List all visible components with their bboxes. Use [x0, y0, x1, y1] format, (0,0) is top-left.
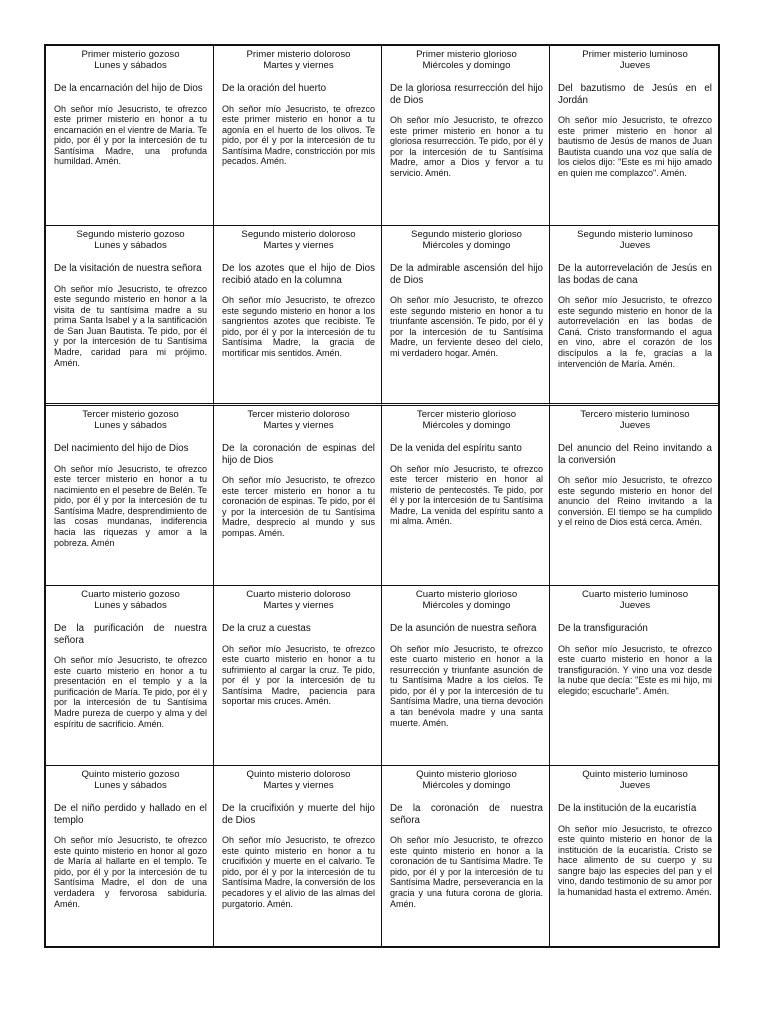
- mystery-prayer: Oh señor mío Jesucristo, te ofrezco este segundo misterio en honor a tu triunfante ascensión. Te pido, por él y por la intercesión de tu Santísima Madre, un ferviente deseo del cielo, mi verdadero hogar. Amén.: [390, 295, 543, 358]
- mystery-subject: De los azotes que el hijo de Dios recibió atado en la columna: [222, 263, 375, 286]
- mystery-subject: De la encarnación del hijo de Dios: [54, 83, 203, 94]
- mystery-prayer: Oh señor mío Jesucristo, te ofrezco este segundo misterio en honor a los sangrientos azotes que recibiste. Te pido, por él y por la intercesión de tu Santísima Madre, la gracia de mortificar mis sentidos. Amén.: [222, 295, 375, 358]
- mystery-prayer: Oh señor mío Jesucristo, te ofrezco este quinto misterio en honor a la coronación de tu Santísima Madre. Te pido, por él y por la intercesión de tu Santísima Madre, perseverancia en la gracia y una futura corona de gloria. Amén.: [390, 835, 543, 909]
- mystery-title: Cuarto misterio luminoso: [581, 589, 689, 600]
- mystery-prayer: Oh señor mío Jesucristo, te ofrezco este tercer misterio en honor al misterio de pentecostés. Te pido, por él y por la intercesión de tu Santísima Madre, La venida del espíritu santo a mi alma. Amén.: [390, 463, 543, 527]
- mystery-days: Miércoles y domingo: [422, 780, 511, 791]
- mystery-subject: Del bazutismo de Jesús en el Jordán: [558, 83, 712, 106]
- mystery-subject: De la autorrevelación de Jesús en las bodas de cana: [558, 263, 712, 286]
- mystery-days: Lunes y sábados: [94, 60, 167, 71]
- mystery-cell: [382, 46, 550, 226]
- mystery-cell: [46, 226, 214, 406]
- mystery-cell: [550, 46, 718, 226]
- mystery-subject: De la coronación de espinas del hijo de Dios: [222, 443, 375, 466]
- mystery-prayer: Oh señor mío Jesucristo, te ofrezco este segundo misterio en honor del anuncio del Reino invitando a la conversión. El tiempo se ha cumplido y el reino de Dios está cerca. Amén.: [558, 475, 712, 528]
- mysteries-table: [44, 44, 720, 948]
- mystery-subject: De la admirable ascensión del hijo de Dios: [390, 263, 543, 286]
- mystery-subject: Del anuncio del Reino invitando a la conversión: [558, 443, 712, 466]
- mystery-prayer: Oh señor mío Jesucristo, te ofrezco este segundo misterio en honor a la visita de tu santísima madre a su prima Santa Isabel y a la santificación de San Juan Bautista. Te pido, por él y por la intercesión de tu Santísima Madre, caridad para mi prójimo. Amén.: [54, 283, 207, 368]
- mystery-days: Jueves: [619, 780, 651, 791]
- mystery-cell: [382, 226, 550, 406]
- mystery-days: Martes y viernes: [263, 420, 334, 431]
- mystery-subject: De la gloriosa resurrección del hijo de Dios: [390, 83, 543, 106]
- mystery-prayer: Oh señor mío Jesucristo, te ofrezco este primer misterio en honor al bautismo de Jesús de manos de Juan Bautista cuando una voz que salía de los cielos dijo: "Este es mi hijo amado en quien me complazco". Amén.: [558, 115, 712, 178]
- mystery-title: Quinto misterio doloroso: [246, 769, 351, 780]
- mystery-prayer: Oh señor mío Jesucristo, te ofrezco este cuarto misterio en honor a la resurrección y triunfante asunción de tu Santísima Madre a los cielos. Te pido, por él y por la intercesión de tu Santísima Madre, una tierna devoción a tan benévola madre y una santa muerte. Amén.: [390, 643, 543, 728]
- mystery-subject: De la purificación de nuestra señora: [54, 623, 207, 646]
- mystery-days: Lunes y sábados: [94, 780, 167, 791]
- mystery-cell: [382, 586, 550, 766]
- mystery-title: Segundo misterio doloroso: [241, 229, 356, 240]
- mystery-title: Segundo misterio gozoso: [76, 229, 185, 240]
- mystery-prayer: Oh señor mío Jesucristo, te ofrezco este quinto misterio en honor al gozo de María al hallarte en el templo. Te pido, por él y por la intercesión de tu Santísima Madre, el don de una verdadera y fervorosa sabiduría. Amén.: [54, 835, 207, 909]
- mystery-cell: [46, 406, 214, 586]
- mystery-cell: [46, 586, 214, 766]
- mystery-days: Lunes y sábados: [94, 240, 167, 251]
- mystery-days: Jueves: [619, 600, 651, 611]
- mystery-prayer: Oh señor mío Jesucristo, te ofrezco este segundo misterio en honor de la autorrevelación en las bodas de Caná. Cristo transformando el agua en vino, abre el corazón de los discípulos a la fe, gracias a la intervención de María. Amén.: [558, 295, 712, 369]
- mystery-cell: [214, 226, 382, 406]
- mystery-subject: Del nacimiento del hijo de Dios: [54, 443, 189, 454]
- mystery-title: Tercer misterio glorioso: [416, 409, 517, 420]
- mystery-prayer: Oh señor mío Jesucristo, te ofrezco este quinto misterio en honor de la institución de la eucaristía. Cristo se hace alimento de su cuerpo y su sangre bajo las especies del pan y el vino, dando testimonio de su amor por la humanidad hasta el extremo. Amén.: [558, 823, 712, 898]
- mystery-title: Segundo misterio glorioso: [411, 229, 522, 240]
- mystery-prayer: Oh señor mío Jesucristo, te ofrezco este cuarto misterio en honor a tu presentación en el templo y a la purificación de María. Te pido, por él y por la intercesión de tu Santísima Madre pureza de cuerpo y alma y del espíritu de sacrificio. Amén.: [54, 655, 207, 729]
- mystery-prayer: Oh señor mío Jesucristo, te ofrezco este primer misterio en honor a tu gloriosa resurrección. Te pido, por él y por la intercesión de tu Santísima Madre, amor a Dios y fervor a tu servicio. Amén.: [390, 115, 543, 178]
- mystery-cell: [214, 406, 382, 586]
- mystery-days: Miércoles y domingo: [422, 240, 511, 251]
- mystery-subject: De la asunción de nuestra señora: [390, 623, 537, 634]
- mystery-cell: [46, 766, 214, 946]
- mystery-title: Cuarto misterio gozoso: [81, 589, 180, 600]
- mystery-days: Jueves: [619, 420, 651, 431]
- mystery-days: Martes y viernes: [263, 780, 334, 791]
- mystery-prayer: Oh señor mío Jesucristo, te ofrezco este primer misterio en honor a tu agonía en el huerto de los olivos. Te pido, por él y por la intercesión de tu Santísima Madre, constricción por mis pecados. Amén.: [222, 103, 375, 167]
- mystery-cell: [550, 406, 718, 586]
- mystery-title: Segundo misterio luminoso: [577, 229, 693, 240]
- mystery-cell: [214, 766, 382, 946]
- mystery-title: Tercer misterio gozoso: [82, 409, 179, 420]
- mystery-days: Jueves: [619, 240, 651, 251]
- mystery-title: Primer misterio glorioso: [416, 49, 517, 60]
- mystery-cell: [382, 406, 550, 586]
- mystery-prayer: Oh señor mío Jesucristo, te ofrezco este quinto misterio en honor a tu crucifixión y muerte en el calvario. Te pido, por él y por la intercesión de tu Santísima Madre, la conversión de los pecadores y el alivio de las almas del purgatorio. Amén.: [222, 835, 375, 909]
- mystery-days: Martes y viernes: [263, 60, 334, 71]
- mystery-cell: [214, 586, 382, 766]
- mystery-cell: [46, 46, 214, 226]
- mystery-days: Martes y viernes: [263, 240, 334, 251]
- mystery-title: Primer misterio luminoso: [582, 49, 688, 60]
- mystery-subject: De la transfiguración: [558, 623, 648, 634]
- mystery-days: Jueves: [619, 60, 651, 71]
- mystery-prayer: Oh señor mío Jesucristo, te ofrezco este cuarto misterio en honor a la transfiguración. Y vino una voz desde la nube que decía: "Este es mi hijo, mi elegido; escucharle". Amén.: [558, 643, 712, 696]
- mystery-cell: [382, 766, 550, 946]
- mystery-prayer: Oh señor mío Jesucristo, te ofrezco este tercer misterio en honor a tu coronación de espinas. Te pido, por él y por la intercesión de tu Santísima Madre, desprecio al mundo y sus pompas. Amén.: [222, 475, 375, 538]
- mystery-days: Miércoles y domingo: [422, 600, 511, 611]
- mystery-subject: De la cruz a cuestas: [222, 623, 311, 634]
- mystery-title: Primer misterio doloroso: [246, 49, 351, 60]
- mystery-prayer: Oh señor mío Jesucristo, te ofrezco este cuarto misterio en honor a tu sufrimiento al cargar la cruz. Te pido, por él y por la intercesión de tu Santísima Madre, paciencia para soportar mis cruces. Amén.: [222, 643, 375, 707]
- mystery-subject: De la coronación de nuestra señora: [390, 803, 543, 826]
- mystery-title: Cuarto misterio doloroso: [246, 589, 351, 600]
- mystery-cell: [214, 46, 382, 226]
- mystery-days: Martes y viernes: [263, 600, 334, 611]
- mystery-title: Quinto misterio glorioso: [416, 769, 517, 780]
- mystery-days: Lunes y sábados: [94, 600, 167, 611]
- mystery-title: Quinto misterio luminoso: [582, 769, 688, 780]
- mystery-days: Miércoles y domingo: [422, 420, 511, 431]
- mystery-days: Lunes y sábados: [94, 420, 167, 431]
- mystery-subject: De la crucifixión y muerte del hijo de Dios: [222, 803, 375, 826]
- mystery-prayer: Oh señor mío Jesucristo, te ofrezco este primer misterio en honor a tu encarnación en el vientre de María. Te pido, por él y por la intercesión de tu Santísima Madre, una profunda humildad. Amén.: [54, 103, 207, 167]
- mystery-subject: De la oración del huerto: [222, 83, 327, 94]
- mystery-prayer: Oh señor mío Jesucristo, te ofrezco este tercer misterio en honor a tu nacimiento en el pesebre de Belén. Te pido, por él y por la intercesión de tu Santísima Madre, desprendimiento de las cosas mundanas, indiferencia hacia las riquezas y amor a la pobreza. Amén: [54, 463, 207, 548]
- mystery-subject: De el niño perdido y hallado en el templo: [54, 803, 207, 826]
- mystery-cell: [550, 586, 718, 766]
- mystery-title: Primer misterio gozoso: [81, 49, 180, 60]
- mystery-subject: De la venida del espíritu santo: [390, 443, 522, 454]
- mystery-cell: [550, 766, 718, 946]
- mystery-subject: De la institución de la eucaristía: [558, 803, 697, 814]
- mystery-title: Tercero misterio luminoso: [580, 409, 690, 420]
- mystery-title: Cuarto misterio glorioso: [415, 589, 518, 600]
- mystery-title: Tercer misterio doloroso: [247, 409, 350, 420]
- mystery-title: Quinto misterio gozoso: [81, 769, 180, 780]
- mystery-days: Miércoles y domingo: [422, 60, 511, 71]
- mystery-subject: De la visitación de nuestra señora: [54, 263, 202, 274]
- mystery-cell: [550, 226, 718, 406]
